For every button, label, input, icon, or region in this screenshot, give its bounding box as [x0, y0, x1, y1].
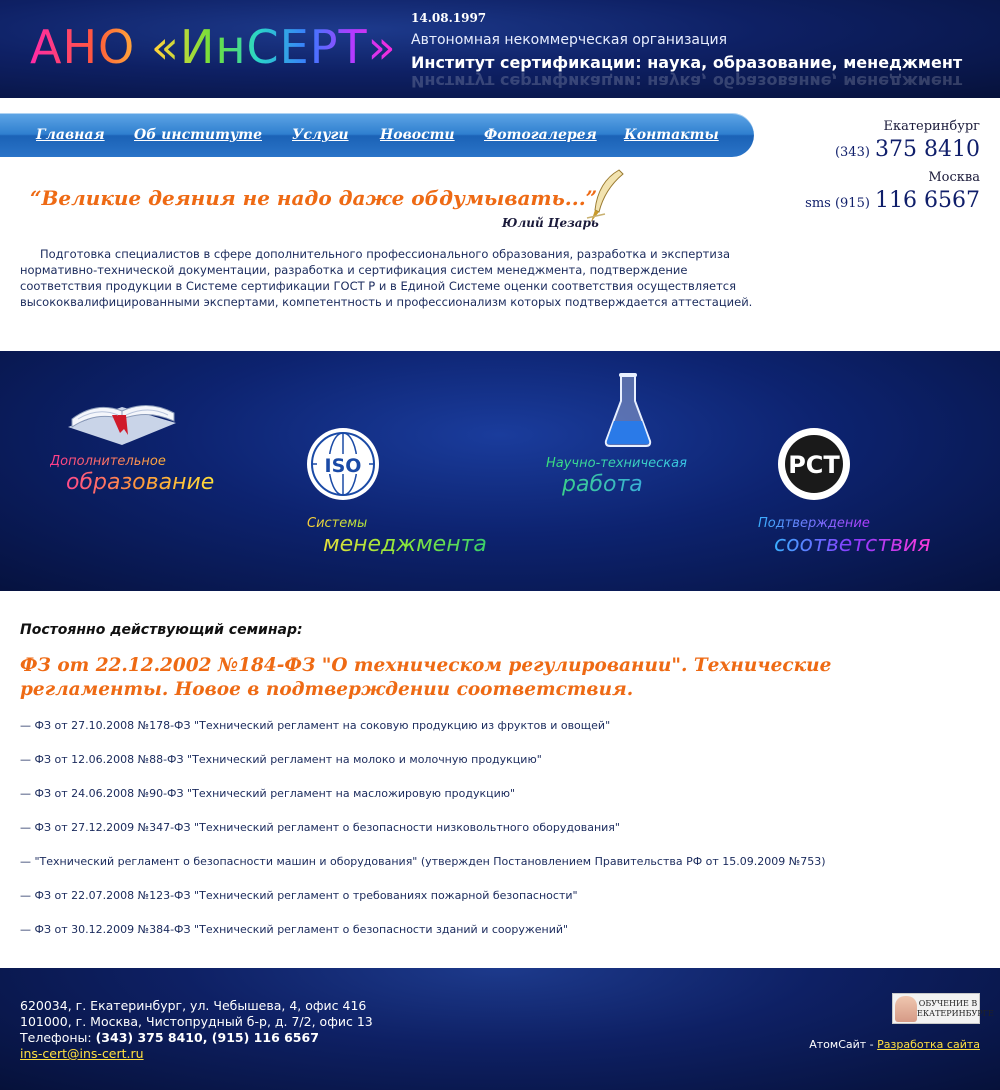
- header-title: Институт сертификации: наука, образование, менеджмент: [411, 53, 963, 72]
- service-research-big[interactable]: работа: [562, 472, 643, 497]
- list-item: — "Технический регламент о безопасности машин и оборудования" (утвержден Постановлением Правительства РФ от 15.09.2009 №753): [20, 855, 826, 868]
- services-banner: [0, 351, 1000, 591]
- address-moscow: 101000, г. Москва, Чистопрудный б-р, д. 7/2, офис 13: [20, 1014, 373, 1029]
- developer-credit: [809, 1038, 980, 1051]
- city-moscow: Москва: [928, 170, 980, 185]
- service-conformity-big[interactable]: соответствия: [774, 532, 931, 557]
- regulations-list: [20, 718, 826, 956]
- site-header: [0, 0, 1000, 98]
- phone-moscow: [805, 188, 980, 213]
- phone-number: 116 6567: [875, 188, 980, 213]
- rst-mark-icon: [776, 426, 852, 502]
- phones-value: (343) 375 8410, (915) 116 6567: [95, 1030, 319, 1045]
- email-link[interactable]: ins-cert@ins-cert.ru: [20, 1046, 144, 1061]
- iso-globe-icon: [305, 426, 381, 502]
- phones-label: Телефоны:: [20, 1030, 92, 1045]
- developer-name: АтомСайт -: [809, 1038, 874, 1051]
- list-item: — ФЗ от 22.07.2008 №123-ФЗ "Технический регламент о требованиях пожарной безопасности": [20, 889, 578, 902]
- footer-phones: [20, 1030, 319, 1045]
- intro-paragraph: Подготовка специалистов в сфере дополнительного профессионального образования, разработка и экспертиза нормативно-технической документации, разработка и сертификация систем менеджмента, подтверждение соответствия продукции в Системе сертификации ГОСТ Р и в Единой Системе оценки соответствия осуществляется высококвалифицированными экспертами, компетентность и профессионализм которых подтверждается аттестацией.: [20, 247, 753, 309]
- list-item: — ФЗ от 30.12.2009 №384-ФЗ "Технический регламент о безопасности зданий и сооружений": [20, 923, 569, 936]
- nav-item-services[interactable]: Услуги: [292, 127, 349, 143]
- developer-link[interactable]: Разработка сайта: [877, 1038, 980, 1051]
- flask-icon: [602, 371, 654, 449]
- service-research-small[interactable]: Научно-техническая: [546, 456, 687, 471]
- nav-item-contacts[interactable]: Контакты: [624, 127, 719, 143]
- service-education-small[interactable]: Дополнительное: [50, 454, 166, 469]
- seminar-heading: Постоянно действующий семинар:: [20, 622, 303, 638]
- nav-item-gallery[interactable]: Фотогалерея: [484, 127, 597, 143]
- list-item: — ФЗ от 12.06.2008 №88-ФЗ "Технический регламент на молоко и молочную продукцию": [20, 753, 542, 766]
- header-title-reflection: Институт сертификации: наука, образование, менеджмент: [411, 72, 963, 91]
- avatar: [895, 996, 917, 1022]
- book-icon: [62, 389, 182, 449]
- founded-date: 14.08.1997: [411, 11, 487, 25]
- address-ekaterinburg: 620034, г. Екатеринбург, ул. Чебышева, 4, офис 416: [20, 998, 367, 1013]
- main-nav: [0, 113, 754, 157]
- list-item: — ФЗ от 24.06.2008 №90-ФЗ "Технический регламент на масложировую продукцию": [20, 787, 516, 800]
- nav-item-news[interactable]: Новости: [380, 127, 455, 143]
- site-logo[interactable]: АНО «ИнСЕРТ»: [30, 20, 397, 74]
- phone-prefix: (343): [834, 145, 870, 160]
- seminar-title: ФЗ от 22.12.2002 №184-ФЗ "О техническом регулировании". Технические регламенты. Новое в подтверждении соответствия.: [20, 655, 832, 700]
- list-item: — ФЗ от 27.12.2009 №347-ФЗ "Технический регламент о безопасности низковольтного оборудования": [20, 821, 620, 834]
- service-education-big[interactable]: образование: [66, 470, 215, 495]
- service-management-small[interactable]: Системы: [307, 516, 368, 531]
- phone-prefix: sms (915): [805, 196, 870, 211]
- nav-item-home[interactable]: Главная: [36, 127, 105, 143]
- quote-text: “Великие деяния не надо даже обдумывать...”: [30, 186, 598, 210]
- quote-author: Юлий Цезарь: [502, 216, 599, 230]
- service-management-big[interactable]: менеджмента: [323, 532, 487, 557]
- rst-badge-text: РСТ: [788, 451, 840, 479]
- service-conformity-small[interactable]: Подтверждение: [758, 516, 870, 531]
- footer-email-line: [20, 1046, 144, 1061]
- badge-text: ОБУЧЕНИЕ В ЕКАТЕРИНБУРГЕ: [917, 999, 994, 1018]
- phone-number: 375 8410: [875, 137, 980, 162]
- list-item: — ФЗ от 27.10.2008 №178-ФЗ "Технический регламент на соковую продукцию из фруктов и овощей": [20, 719, 611, 732]
- iso-badge-text: ISO: [324, 455, 362, 477]
- site-footer: [0, 968, 1000, 1090]
- header-subtitle: Автономная некоммерческая организация: [411, 32, 728, 48]
- nav-item-about[interactable]: Об институте: [134, 127, 262, 143]
- training-badge[interactable]: [892, 993, 994, 1024]
- city-ekaterinburg: Екатеринбург: [883, 119, 980, 134]
- phone-ekaterinburg: [835, 137, 980, 162]
